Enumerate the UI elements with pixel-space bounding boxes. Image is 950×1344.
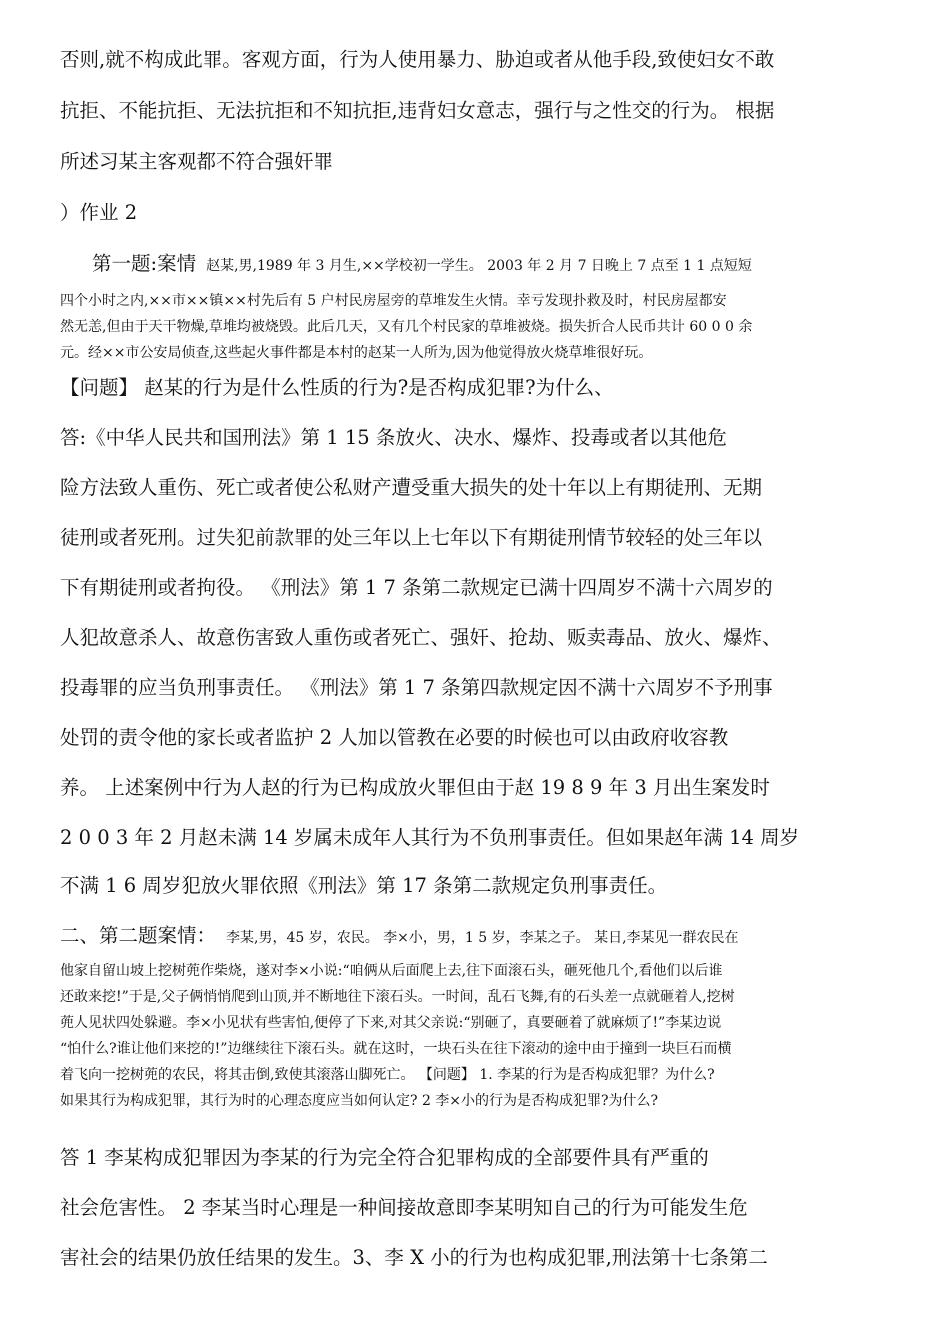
case2-text: 他家自留山坡上挖树蔸作柴烧，遂对李×小说:“咱俩从后面爬上去,往下面滚石头，砸死他几个,看他们以后谁 bbox=[60, 963, 723, 979]
case2-text: 李某,男，45 岁，农民。 李×小，男，1 5 岁，李某之子。 某日,李某见一群农民在 bbox=[226, 930, 739, 946]
answer2-line: 害社会的结果仍放任结果的发生。3、李 X 小的行为也构成犯罪,刑法第十七条第二 bbox=[60, 1246, 768, 1269]
answer1-line: 下有期徒刑或者拘役。 《刑法》第 1 7 条第二款规定已满十四周岁不满十六周岁的 bbox=[60, 576, 773, 599]
case2-text: 蔸人见状四处躲避。李×小见状有些害怕,便停了下来,对其父亲说:“别砸了，真要砸着了就麻烦了!”李某边说 bbox=[60, 1015, 722, 1031]
answer1-line: 险方法致人重伤、死亡或者使公私财产遭受重大损失的处十年以上有期徒刑、无期 bbox=[60, 476, 763, 499]
answer1-line: 不满 1 6 周岁犯放火罪依照《刑法》第 17 条第二款规定负刑事责任。 bbox=[60, 874, 668, 897]
case2-text: “怕什么?谁让他们来挖的!”边继续往下滚石头。就在这时，一块石头在往下滚动的途中由于撞到一块巨石而横 bbox=[60, 1041, 732, 1057]
case2-text: 还敢来挖!”于是,父子俩悄悄爬到山顶,并不断地往下滚石头。一时间，乱石飞舞,有的石头差一点就砸着人,挖树 bbox=[60, 989, 735, 1005]
paragraph-line: 所述习某主客观都不符合强奸罪 bbox=[60, 150, 334, 173]
case1-text: 四个小时之内,××市××镇××村先后有 5 户村民房屋旁的草堆发生火情。幸亏发现扑救及时，村民房屋都安 bbox=[60, 293, 727, 309]
answer1-line: 处罚的责令他的家长或者监护 2 人加以管教在必要的时候也可以由政府收容教 bbox=[60, 726, 729, 749]
case1-heading: 第一题:案情 bbox=[92, 252, 197, 275]
case1-text: 然无恙,但由于天干物燥,草堆均被烧毁。此后几天，又有几个村民家的草堆被烧。损失折合人民币共计 60 0 0 余 bbox=[60, 319, 753, 335]
case1-question: 【问题】 赵某的行为是什么性质的行为?是否构成犯罪?为什么、 bbox=[60, 376, 614, 399]
answer1-line: 投毒罪的应当负刑事责任。 《刑法》第 1 7 条第四款规定因不满十六周岁不予刑事 bbox=[60, 676, 773, 699]
homework-title: ）作业 2 bbox=[60, 201, 138, 224]
answer1-line: 徒刑或者死刑。过失犯前款罪的处三年以上七年以下有期徒刑情节较轻的处三年以 bbox=[60, 526, 763, 549]
answer1-line: 2 0 0 3 年 2 月赵未满 14 岁属未成年人其行为不负刑事责任。但如果赵年满 14 周岁 bbox=[60, 826, 800, 849]
paragraph-line: 抗拒、不能抗拒、无法抗拒和不知抗拒,违背妇女意志，强行与之性交的行为。 根据 bbox=[60, 99, 775, 122]
paragraph-line: 否则,就不构成此罪。客观方面，行为人使用暴力、胁迫或者从他手段,致使妇女不敢 bbox=[60, 48, 775, 71]
case2-text: 着飞向一挖树蔸的农民，将其击倒,致使其滚落山脚死亡。 【问题】 1. 李某的行为是否构成犯罪？为什么? bbox=[60, 1067, 715, 1083]
answer2-line: 答 1 李某构成犯罪因为李某的行为完全符合犯罪构成的全部要件具有严重的 bbox=[60, 1146, 709, 1169]
answer1-line: 养。 上述案例中行为人赵的行为已构成放火罪但由于赵 19 8 9 年 3 月出生案发时 bbox=[60, 776, 770, 799]
answer1-line: 答:《中华人民共和国刑法》第 1 15 条放火、决水、爆炸、投毒或者以其他危 bbox=[60, 426, 727, 449]
case2-heading: 二、第二题案情： bbox=[60, 924, 217, 947]
answer2-line: 社会危害性。 2 李某当时心理是一种间接故意即李某明知自己的行为可能发生危 bbox=[60, 1196, 748, 1219]
case1-text: 元。经××市公安局侦查,这些起火事件都是本村的赵某一人所为,因为他觉得放火烧草堆很好玩。 bbox=[60, 345, 653, 361]
case2-header-line bbox=[60, 920, 890, 948]
case1-header-line bbox=[92, 248, 892, 276]
answer1-line: 人犯故意杀人、故意伤害致人重伤或者死亡、强奸、抢劫、贩卖毒品、放火、爆炸、 bbox=[60, 626, 782, 649]
case1-text: 赵某,男,1989 年 3 月生,××学校初一学生。 2003 年 2 月 7 日晚上 7 点至 1 1 点短短 bbox=[206, 258, 752, 274]
case2-text: 如果其行为构成犯罪，其行为时的心理态度应当如何认定? 2 李×小的行为是否构成犯罪?为什么? bbox=[60, 1093, 659, 1109]
